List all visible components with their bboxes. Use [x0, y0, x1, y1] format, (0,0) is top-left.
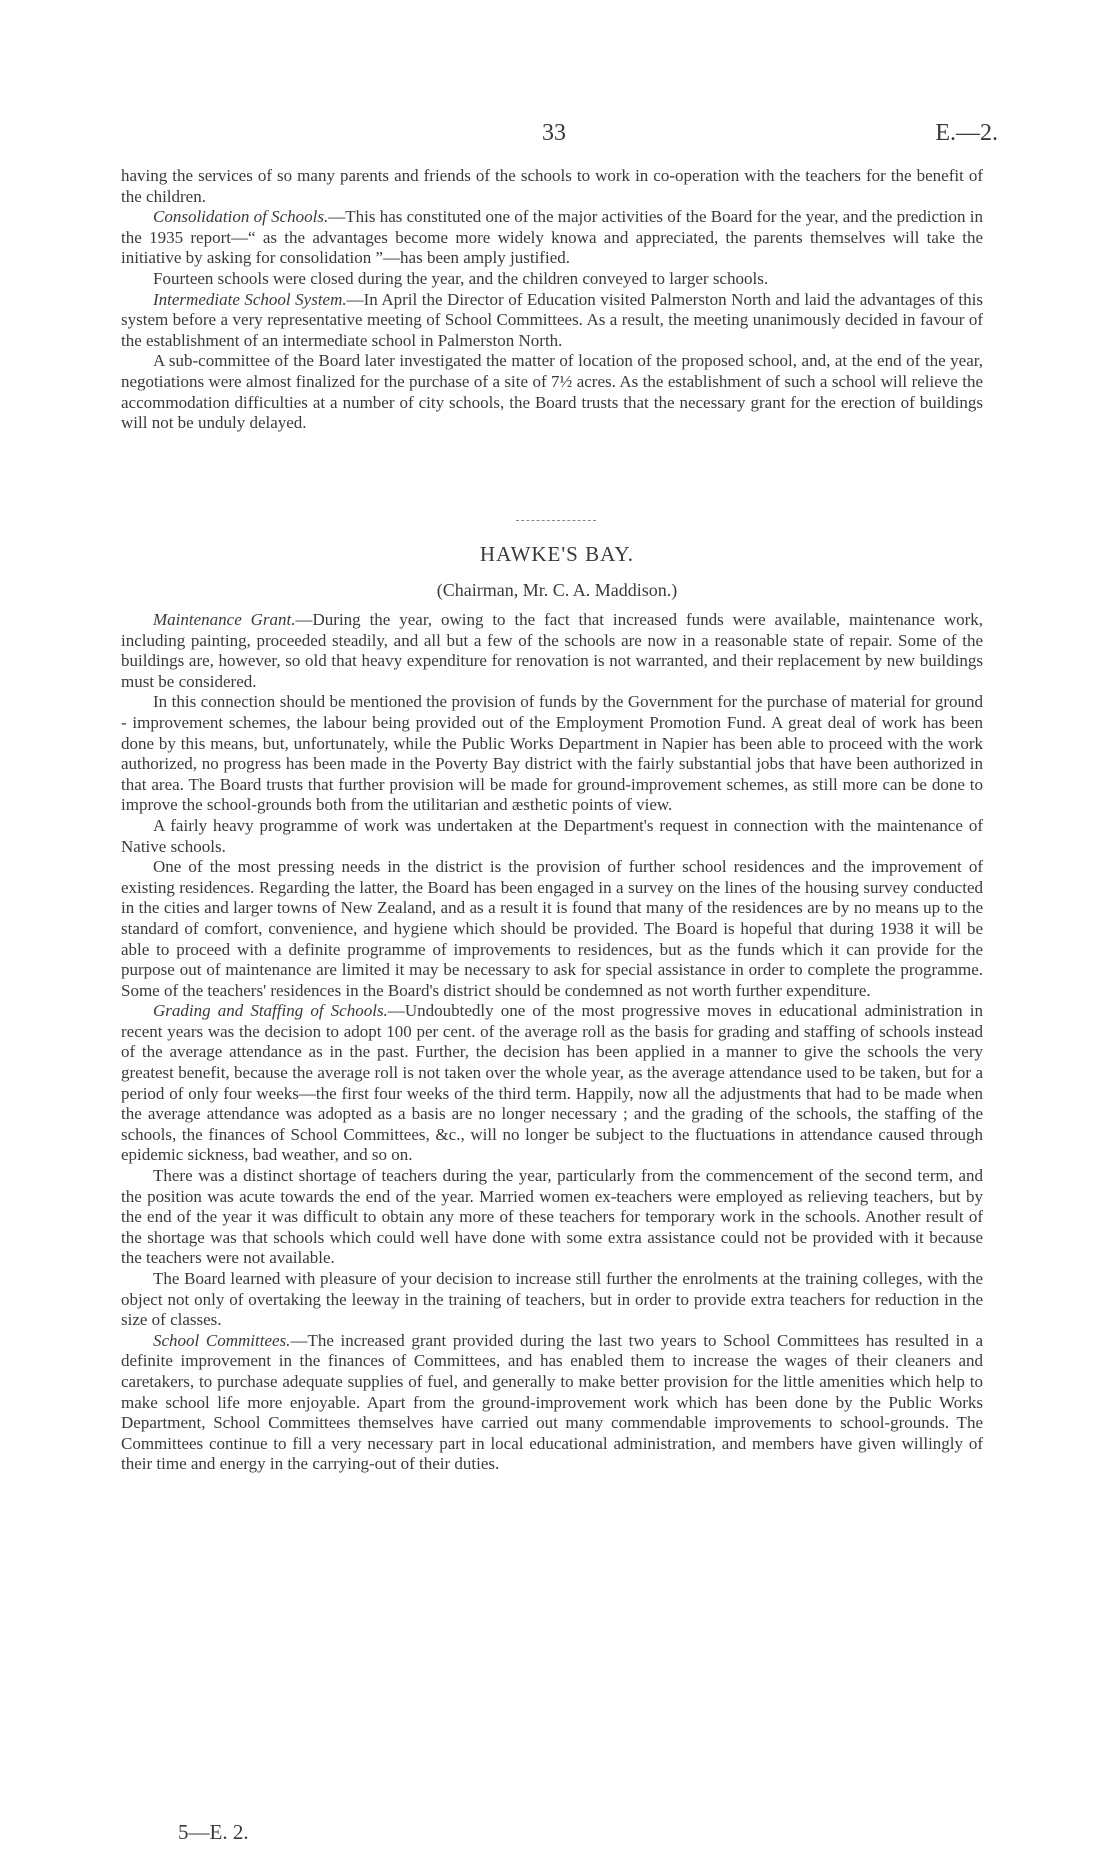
- document-reference: E.—2.: [935, 120, 998, 146]
- paragraph-title: Intermediate School System.: [153, 289, 347, 309]
- paragraph: School Committees.—The increased grant provided during the last two years to School Committees has resulted in a definite improvement in the finances of Committees, and has enabled them to increase the wages of their cleaners and caretakers, to purchase adequate supplies of fuel, and generally to make better provision for the little amenities which help to make school life more enjoyable. Apart from the ground-improvement work which has been done by the Public Works Department, School Committees themselves have carried out many commendable improvements to school-grounds. The Committees continue to fill a very necessary part in local educational administration, and members have given willingly of their time and energy in the carrying-out of their duties.: [121, 1330, 983, 1474]
- paragraph-title: Maintenance Grant.: [153, 610, 296, 629]
- paragraph: There was a distinct shortage of teachers during the year, particularly from the commencement of the second term, and the position was acute towards the end of the year. Married women ex-teachers were employed as relieving teachers, but by the end of the year it was difficult to obtain any more of these teachers for temporary work in the schools. Another result of the shortage was that schools which could well have done with some extra assistance could not be provided with it because the teachers were not available.: [121, 1166, 983, 1268]
- section-heading: HAWKE'S BAY.: [479, 542, 635, 566]
- paragraph: Fourteen schools were closed during the year, and the children conveyed to larger schools.: [153, 268, 769, 288]
- page-number: 33: [542, 120, 566, 146]
- paragraph: Maintenance Grant.—During the year, owing to the fact that increased funds were available, maintenance work, including painting, proceeded steadily, and all but a few of the schools are now in a reasonable state of repair. Some of the buildings are, however, so old that heavy expenditure for renovation is not warranted, and their replacement by new buildings must be considered.: [121, 610, 984, 691]
- paragraph-title: Consolidation of Schools.: [153, 207, 329, 227]
- paragraph: In this connection should be mentioned the provision of funds by the Government for the purchase of material for ground - improvement schemes, the labour being provided out of the Employment Promotion Fund. A great deal of work has been done by this means, but, unfortunately, while the Public Works Department in Napier has been able to proceed with the work authorized, no progress has been made in the Poverty Bay district with the fairly substantial jobs that have been authorized in that area. The Board trusts that further provision will be made for ground-improvement schemes, as still more can be done to improve the school-grounds both from the utilitarian and æsthetic points of view.: [121, 692, 983, 815]
- paragraph: Consolidation of Schools.—This has constituted one of the major activities of the Board for the year, and the prediction in the 1935 report—“ as the advantages become more widely knowa and appreciated, the parents themselves will take the initiative by asking for consolidation ”—has been amply justified.: [121, 207, 983, 268]
- paragraph: Grading and Staffing of Schools.—Undoubtedly one of the most progressive moves in educational administration in recent years was the decision to adopt 100 per cent. of the average roll as the basis for grading and staffing of schools instead of the average attendance as in the past. Further, the decision has been applied in a manner to give the schools the very greatest benefit, because the average roll is not taken over the whole year, as the average attendance used to be taken, but for a period of only four weeks—the first four weeks of the third term. Happily, now all the adjustments that had to be made when the average attendance was adopted as a basis are no longer necessary ; and the grading of the schools, the staffing of the schools, the finances of School Committees, &c., will no longer be subject to the fluctuations in attendance caused through epidemic sickness, bad weather, and so on.: [121, 1001, 983, 1165]
- continuation-block: [121, 166, 983, 434]
- paragraph-title: Grading and Staffing of Schools.: [153, 1001, 388, 1021]
- paragraph: having the services of so many parents and friends of the schools to work in co-operation with the teachers for the benefit of the children.: [121, 166, 983, 206]
- paragraph: A fairly heavy programme of work was undertaken at the Department's request in connection with the maintenance of Native schools.: [121, 815, 983, 856]
- paragraph: One of the most pressing needs in the district is the provision of further school residences and the improvement of existing residences. Regarding the latter, the Board has been engaged in a survey on the lines of the housing survey conducted in the cities and larger towns of New Zealand, and as a result it is found that many of the residences are by no means up to the standard of comfort, convenience, and hygiene which should be provided. The Board is hopeful that during 1938 it will be able to proceed with a definite programme of improvements to residences, but as the funds which it can provide for the purpose out of maintenance are limited it may be necessary to ask for special assistance in order to complete the programme. Some of the teachers' residences in the Board's district should be condemned as not worth further expenditure.: [121, 857, 983, 1000]
- page-signature: 5—E. 2.: [178, 1820, 249, 1844]
- page-header: [0, 120, 1114, 160]
- section-subheading: (Chairman, Mr. C. A. Maddison.): [436, 580, 678, 600]
- paragraph: A sub-committee of the Board later investigated the matter of location of the proposed school, and, at the end of the year, negotiations were almost finalized for the purchase of a site of 7½ acres. As the establishment of such a school will relieve the accommodation difficulties at a number of city schools, the Board trusts that the necessary grant for the erection of buildings will not be unduly delayed.: [121, 351, 983, 433]
- section-divider: [516, 520, 596, 521]
- paragraph: The Board learned with pleasure of your decision to increase still further the enrolments at the training colleges, with the object not only of overtaking the leeway in the training of teachers, but in order to provide extra teachers for reduction in the size of classes.: [121, 1269, 983, 1330]
- paragraph-title: School Committees.: [153, 1330, 291, 1350]
- hawkes-bay-block: [121, 610, 983, 1475]
- paragraph: Intermediate School System.—In April the Director of Education visited Palmerston North and laid the advantages of this system before a very representative meeting of School Committees. As a result, the meeting unanimously decided in favour of the establishment of an intermediate school in Palmerston North.: [121, 289, 983, 350]
